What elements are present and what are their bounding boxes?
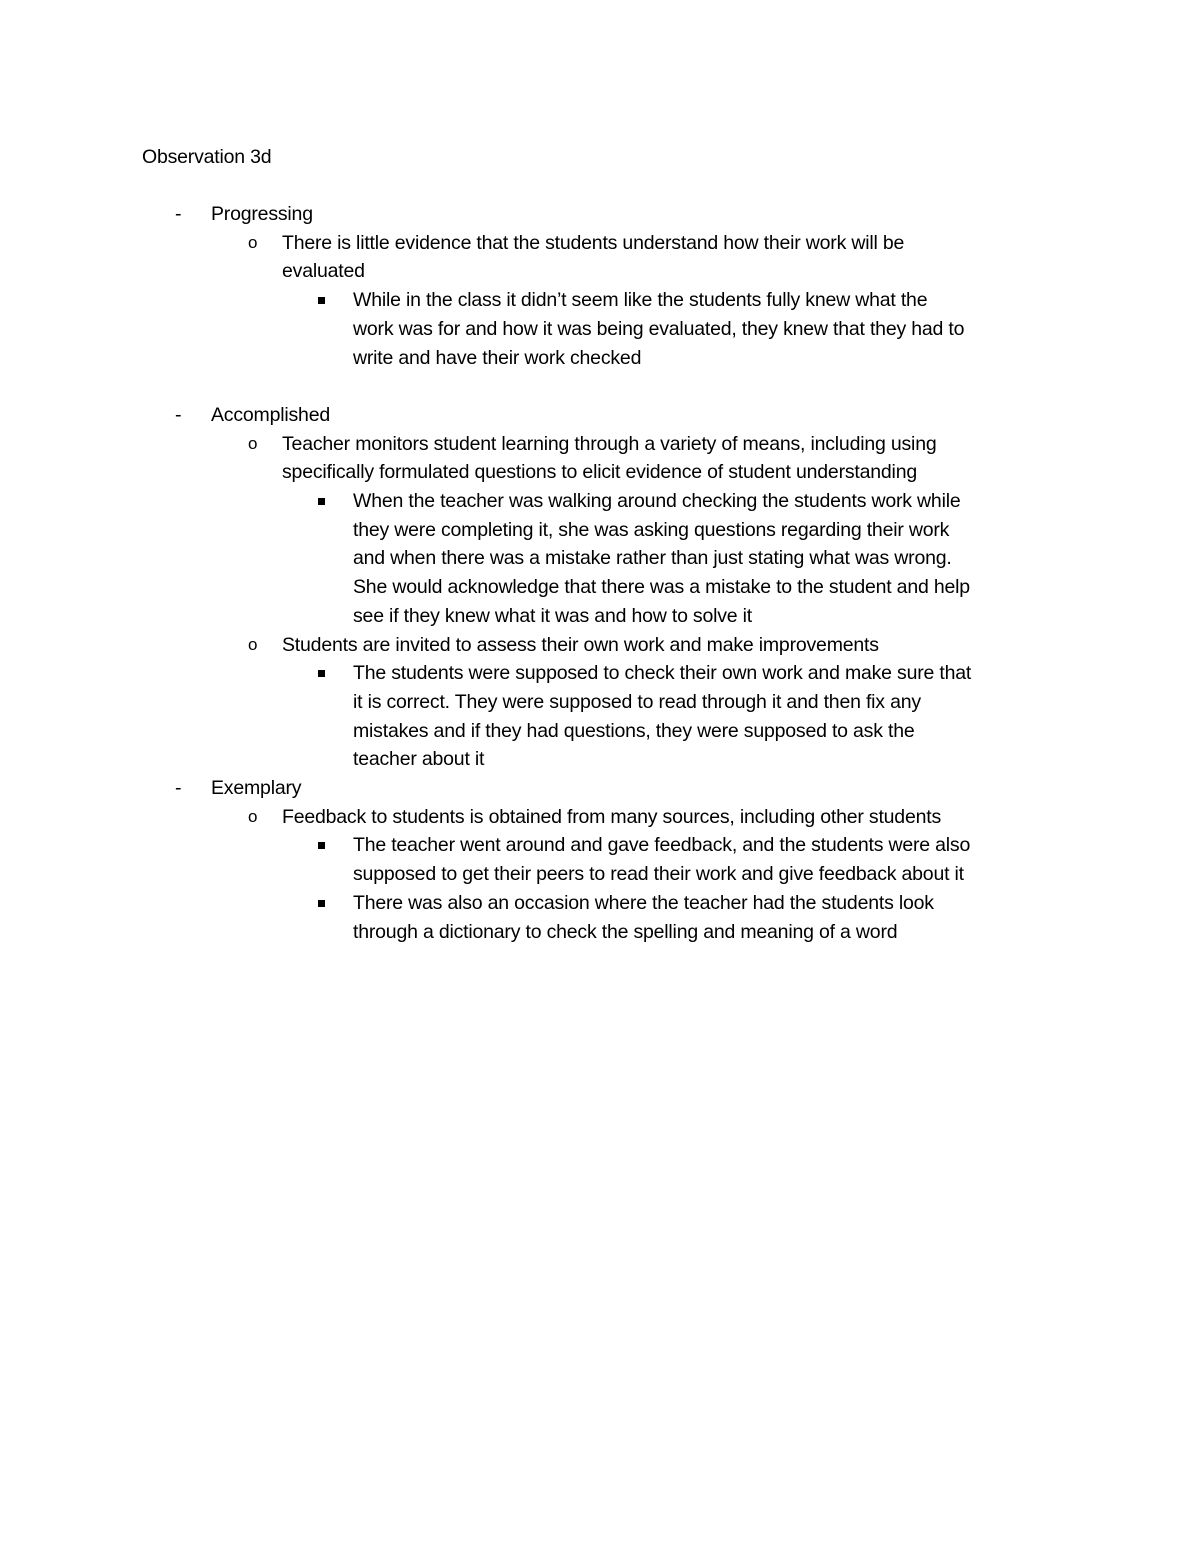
evidence-item [0,659,1073,774]
criterion-item [0,803,1072,832]
criterion-text-line: Teacher monitors student learning through a variety of means, including using [282,432,937,455]
section-heading-label: Progressing [211,203,313,225]
circle-bullet: o [248,806,258,826]
evidence-text-line: While in the class it didn’t seem like the students fully knew what the [353,289,928,312]
dash-bullet: - [175,403,182,426]
section-progressing [0,200,1200,372]
criterion-text-line: Feedback to students is obtained from many sources, including other students [282,805,942,828]
square-bullet-icon [318,900,325,907]
criterion-item [0,229,1072,286]
evidence-text-line: The teacher went around and gave feedback, and the students were also [353,834,971,857]
dash-bullet: - [175,203,182,225]
section-heading-exemplary [0,774,1200,803]
observation-outline [0,200,1200,946]
square-bullet-icon [318,842,325,849]
evidence-item [0,889,1073,946]
section-heading-accomplished [0,401,1200,430]
evidence-text-line: supposed to get their peers to read their work and give feedback about it [353,863,964,886]
square-bullet-icon [318,297,325,304]
section-heading-progressing [0,200,1200,229]
evidence-item [0,487,1073,631]
evidence-text-line: teacher about it [353,748,485,771]
criterion-item [0,631,1072,660]
evidence-item [0,286,1073,372]
evidence-text-line: see if they knew what it was and how to solve it [353,604,753,627]
evidence-text-line: write and have their work checked [353,346,642,369]
section-exemplary [0,774,1200,946]
evidence-text-line: The students were supposed to check their own work and make sure that [353,662,972,685]
evidence-text-line: it is correct. They were supposed to read through it and then fix any [353,690,921,713]
document-title: Observation 3d [142,146,272,168]
square-bullet-icon [318,670,325,677]
dash-bullet: - [175,777,182,800]
section-accomplished [0,401,1200,774]
section-heading-label: Exemplary [211,777,302,800]
evidence-text-line: When the teacher was walking around checking the students work while [353,490,961,513]
evidence-text-line: they were completing it, she was asking questions regarding their work [353,518,950,541]
evidence-text-line: There was also an occasion where the teacher had the students look [353,891,934,914]
criterion-item [0,430,1072,487]
circle-bullet: o [248,232,258,252]
evidence-item [0,831,1073,888]
criterion-text-line: There is little evidence that the students understand how their work will be [282,231,905,254]
evidence-text-line: work was for and how it was being evaluated, they knew that they had to [353,317,965,340]
section-heading-label: Accomplished [211,403,330,426]
evidence-text-line: and when there was a mistake rather than just stating what was wrong. [353,547,952,570]
evidence-text-line: mistakes and if they had questions, they were supposed to ask the [353,719,915,742]
evidence-text-line: through a dictionary to check the spelling and meaning of a word [353,920,898,943]
criterion-text-line: Students are invited to assess their own work and make improvements [282,633,879,656]
circle-bullet: o [248,433,258,453]
circle-bullet: o [248,634,258,654]
evidence-text-line: She would acknowledge that there was a mistake to the student and help [353,576,970,599]
criterion-text-line: specifically formulated questions to elicit evidence of student understanding [282,461,917,484]
square-bullet-icon [318,498,325,505]
criterion-text-line: evaluated [282,260,365,283]
